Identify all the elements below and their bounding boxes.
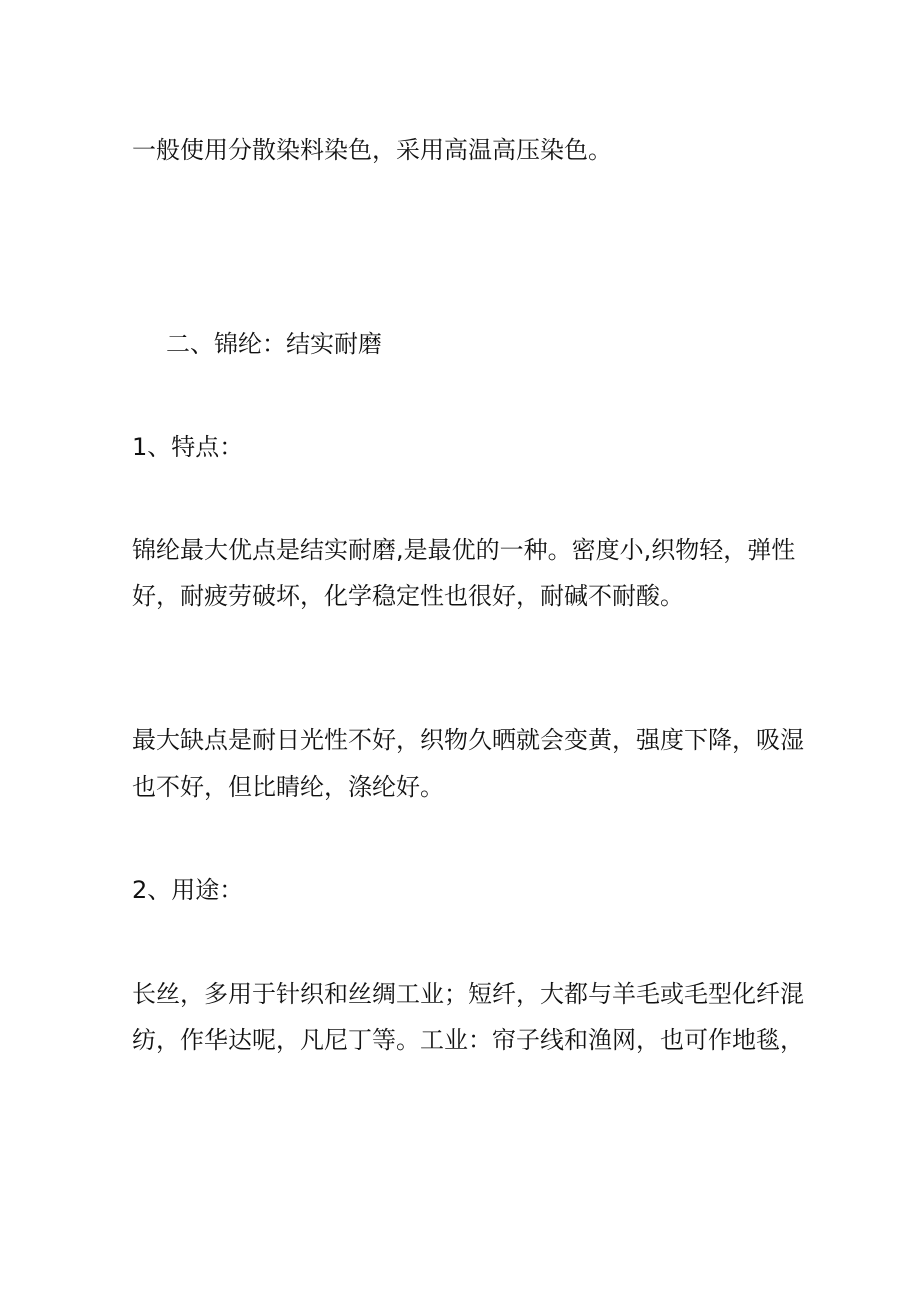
uses-paragraph-line-1: 长丝，多用于针织和丝绸工业；短纤，大都与羊毛或毛型化纤混: [132, 980, 804, 1008]
uses-paragraph-line-2: 纺，作华达呢，凡尼丁等。工业：帘子线和渔网，也可作地毯，: [132, 1026, 804, 1054]
features-paragraph-2-line-2: 也不好，但比睛纶，涤纶好。: [132, 773, 444, 801]
uses-heading: 2、用途：: [132, 876, 244, 904]
intro-line: 一般使用分散染料染色，采用高温高压染色。: [132, 136, 612, 164]
section-heading: 二、锦纶：结实耐磨: [166, 330, 382, 358]
features-paragraph-1-line-1: 锦纶最大优点是结实耐磨,是最优的一种。密度小,织物轻，弹性: [132, 536, 796, 564]
features-paragraph-2-line-1: 最大缺点是耐日光性不好，织物久晒就会变黄，强度下降，吸湿: [132, 726, 804, 754]
features-paragraph-1-line-2: 好，耐疲劳破坏，化学稳定性也很好，耐碱不耐酸。: [132, 582, 684, 610]
features-heading: 1、特点：: [132, 433, 244, 461]
